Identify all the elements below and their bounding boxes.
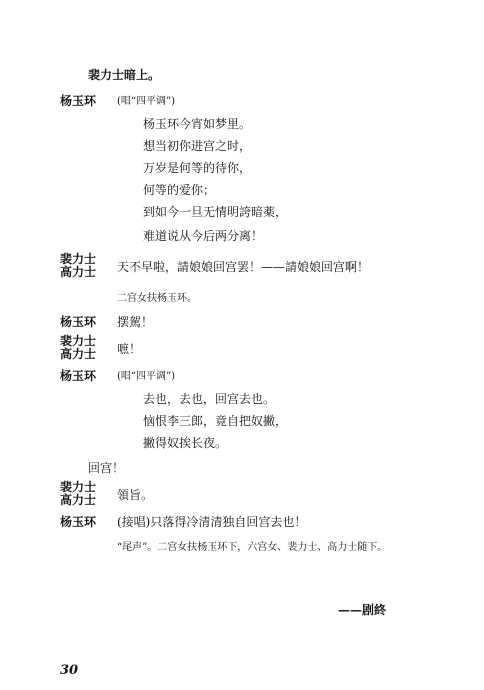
dialogue-line: 嗻！	[117, 342, 142, 356]
lyric-line: 难道说从今后两分离！	[143, 229, 264, 243]
speaker-name: 裴力士	[60, 480, 97, 494]
speaker-name: 杨玉环	[60, 94, 97, 108]
stage-direction: “尾声”。二宫女扶杨玉环下，六宫女、裴力士、高力士随下。	[117, 542, 388, 553]
lyric-line: 杨玉环今宵如梦里。	[143, 117, 252, 131]
dialogue-line: 回宫！	[88, 461, 125, 475]
dialogue-line: (接唱)只落得冷清清独自回宫去也！	[117, 515, 307, 529]
stage-direction: 裴力士暗上。	[88, 68, 161, 82]
speaker-name: 裴力士	[60, 252, 97, 266]
dialogue-line: 領旨。	[117, 488, 154, 502]
lyric-line: 何等的爱你；	[143, 183, 216, 197]
speaker-name: 杨玉环	[60, 369, 97, 383]
lyric-line: 去也，去也，回宫去也。	[143, 392, 276, 406]
dialogue-line: 摆駕！	[117, 315, 154, 329]
speaker-name: 高力士	[60, 265, 97, 279]
speaker-name: 高力士	[60, 347, 97, 361]
end-mark: ——剧終	[338, 603, 387, 617]
lyric-line: 恼恨李三郎，竟自把奴撇，	[143, 414, 288, 428]
lyric-line: 想当初你进宫之时，	[143, 139, 252, 153]
page-number: 30	[60, 663, 79, 678]
singing-direction: (唱“四平调”)	[117, 371, 176, 382]
dialogue-line: 天不早啦，請娘娘回宫罢！——請娘娘回宫啊！	[117, 260, 370, 274]
speaker-name: 高力士	[60, 493, 97, 507]
speaker-name: 杨玉环	[60, 515, 97, 529]
lyric-line: 撇得奴挨长夜。	[143, 436, 228, 450]
speaker-name: 杨玉环	[60, 315, 97, 329]
singing-direction: (唱“四平调”)	[117, 96, 176, 107]
lyric-line: 万岁是何等的待你，	[143, 161, 252, 175]
stage-direction: 二宫女扶杨玉环。	[117, 293, 197, 304]
lyric-line: 到如今一旦无情明誇暗薬，	[143, 205, 288, 219]
speaker-name: 裴力士	[60, 334, 97, 348]
